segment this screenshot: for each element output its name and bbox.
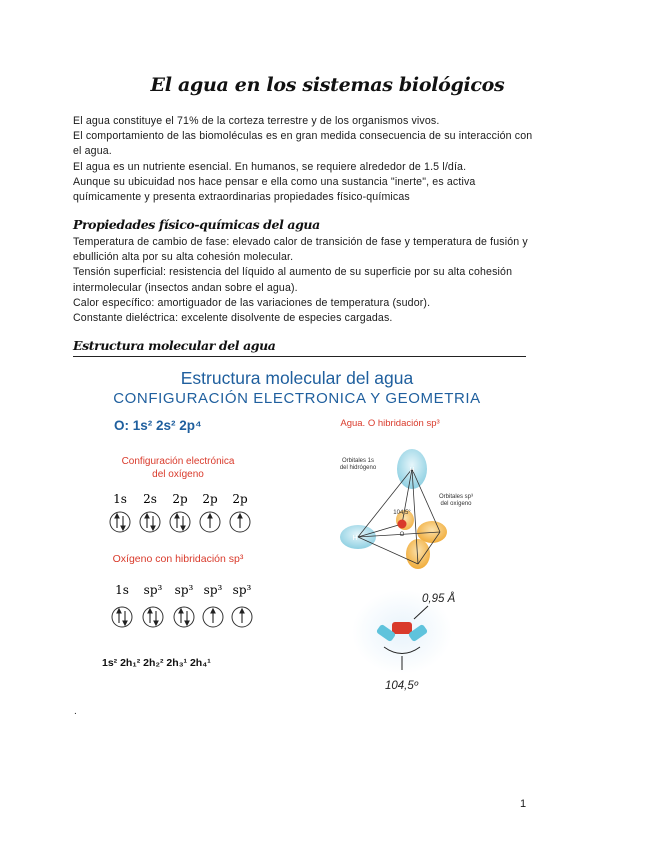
orbital-circle xyxy=(140,512,160,532)
hybrid-orbital-label: sp³ xyxy=(143,583,163,597)
properties-list xyxy=(73,235,543,326)
orbital-label: 2s xyxy=(143,492,157,506)
section-heading-properties: Propiedades físico-químicas del agua xyxy=(73,217,320,232)
oxygen-configuration: O: 1s² 2s² 2p⁴ xyxy=(114,418,202,433)
hybrid-orbital-circle xyxy=(143,607,163,627)
orbital-label: 2p xyxy=(232,492,248,506)
hydrogen-atom-label: H xyxy=(409,467,415,474)
intro-line-1: El agua constituye el 71% de la corteza terrestre y de los organismos vivos. xyxy=(73,115,440,127)
page-number: 1 xyxy=(520,798,527,810)
h-orbitals-label-2: del hidrógeno xyxy=(339,465,377,471)
hybrid-orbital-circle xyxy=(112,607,132,627)
hybrid-orbitals xyxy=(112,583,252,627)
intro-line-2: El comportamiento de las biomoléculas es en gran medida consecuencia de su interacción con el agua. xyxy=(73,130,533,158)
bond-angle-label: 104,5º xyxy=(385,680,418,692)
orbital-label: 2p xyxy=(172,492,188,506)
intro-line-4: Aunque su ubicuidad nos hace pensar e ella como una sustancia "inerte", es activa químicamente y presenta extraordinarias propiedades físico-químicas xyxy=(73,175,476,204)
intro-paragraph xyxy=(73,114,543,205)
hybrid-orbital-label: 1s xyxy=(115,583,129,597)
section-divider xyxy=(73,356,526,357)
oxygen-lobe xyxy=(406,539,430,569)
orbital-circle xyxy=(170,512,190,532)
hybrid-label: Oxígeno con hibridación sp³ xyxy=(112,553,244,565)
tetrahedral-diagram xyxy=(340,449,473,569)
trailing-dot: . xyxy=(74,706,77,717)
oxygen-atom-label: O xyxy=(399,532,405,538)
hybrid-orbital-label: sp³ xyxy=(232,583,252,597)
config-label-line-2: del oxígeno xyxy=(152,469,204,480)
water-structure-figure xyxy=(92,364,502,704)
property-surface-tension: Tensión superficial: resistencia del líquido al aumento de su superficie por su alta cohesión intermolecular (insectos andan sobre el agua). xyxy=(73,266,513,294)
section-heading-structure: Estructura molecular del agua xyxy=(73,338,276,353)
orbital-label: 1s xyxy=(113,492,127,506)
hybrid-orbital-circle xyxy=(174,607,194,627)
hydrogen-atom-label: H xyxy=(352,535,358,542)
water-molecule-model xyxy=(352,590,456,692)
figure-title: Estructura molecular del agua xyxy=(180,368,414,388)
hybrid-orbital-label: sp³ xyxy=(203,583,223,597)
small-angle-label: 104,5° xyxy=(393,510,411,516)
intro-line-3: El agua es un nutriente esencial. En humanos, se requiere alrededor de 1.5 l/día. xyxy=(73,160,467,173)
property-specific-heat: Calor específico: amortiguador de las variaciones de temperatura (sudor). xyxy=(73,296,431,309)
property-phase-change: Temperatura de cambio de fase: elevado calor de transición de fase y temperatura de fusión y ebullición alta por su alta cohesión molecular. xyxy=(73,236,528,264)
ground-state-orbitals xyxy=(110,492,250,532)
o-orbitals-label-2: del oxígeno xyxy=(440,501,472,507)
h-orbitals-label-1: Orbitales 1s xyxy=(341,458,375,464)
figure-subtitle: CONFIGURACIÓN ELECTRONICA Y GEOMETRIA xyxy=(113,390,481,407)
hybrid-formula: 1s² 2h₁² 2h₂² 2h₃¹ 2h₄¹ xyxy=(102,657,211,669)
oxygen-atom xyxy=(392,622,412,634)
oxygen-nucleus xyxy=(398,520,407,529)
o-orbitals-label-1: Orbitales sp³ xyxy=(438,494,474,500)
bond-length-label: 0,95 Å xyxy=(422,593,456,605)
page-title: El agua en los sistemas biológicos xyxy=(150,74,505,96)
config-label-line-1: Configuración electrónica xyxy=(121,456,235,467)
hybrid-orbital-label: sp³ xyxy=(174,583,194,597)
property-dielectric: Constante dieléctrica: excelente disolvente de especies cargadas. xyxy=(73,312,393,325)
orbital-label: 2p xyxy=(202,492,218,506)
water-hybridization-label: Agua. O hibridación sp³ xyxy=(340,418,440,429)
orbital-circle xyxy=(110,512,130,532)
